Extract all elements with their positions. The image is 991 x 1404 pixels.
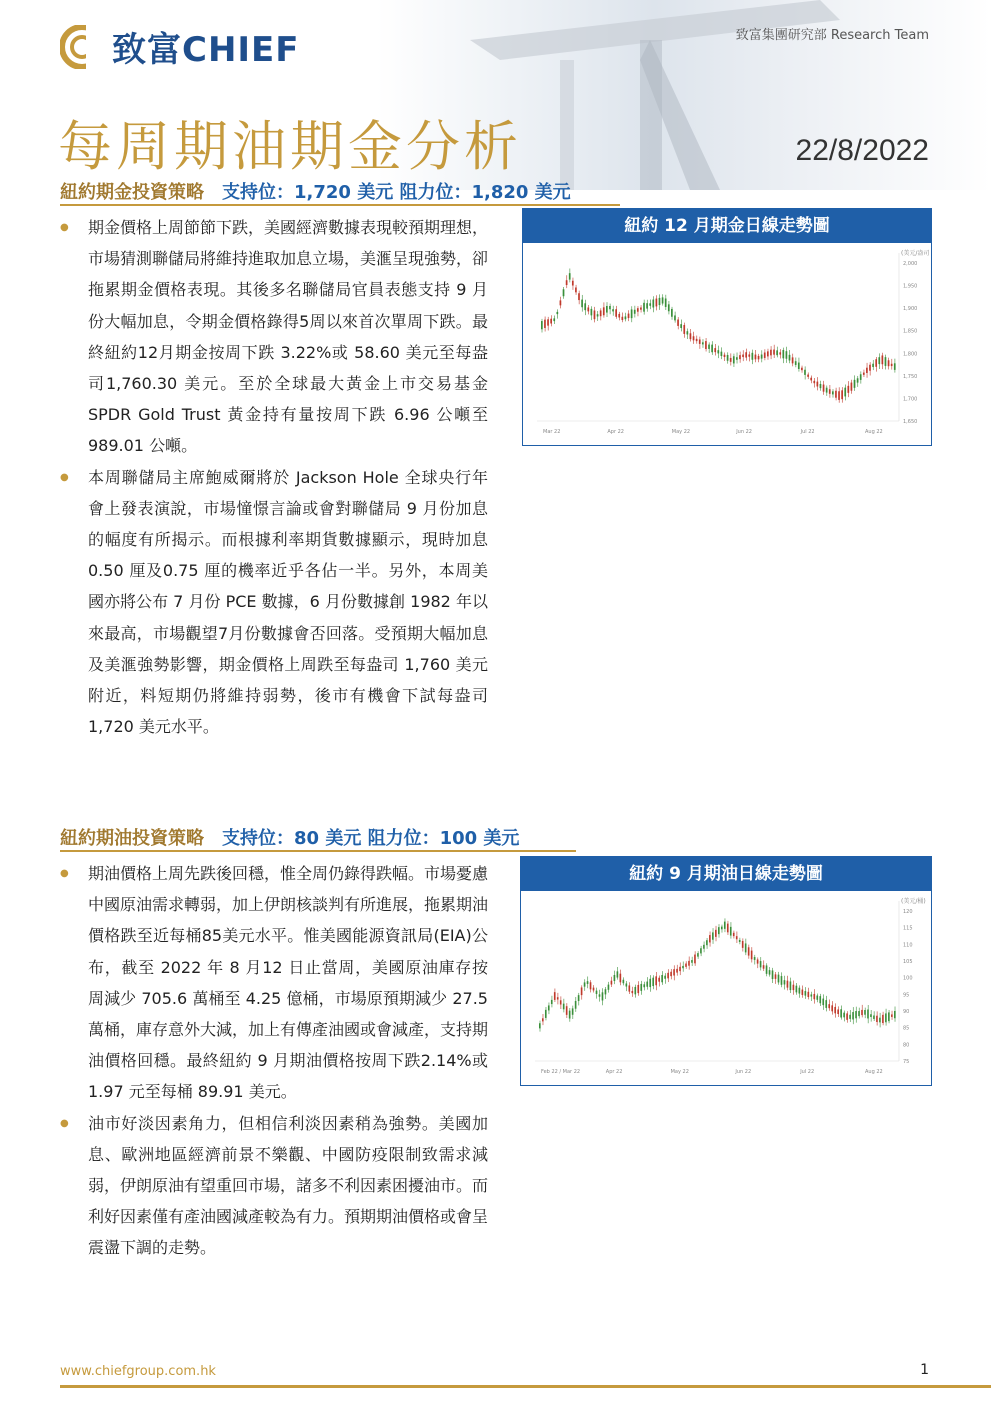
candle-body xyxy=(819,996,821,1003)
x-tick-label: May 22 xyxy=(671,429,691,435)
candle-body xyxy=(584,982,586,986)
candle-body xyxy=(608,985,610,990)
y-tick-label: 1,850 xyxy=(903,328,918,335)
candle-body xyxy=(640,984,642,991)
candle-body xyxy=(745,352,747,357)
candle-body xyxy=(547,319,549,325)
candle-body xyxy=(671,309,673,317)
candle-body xyxy=(804,370,806,375)
candle-body xyxy=(611,981,613,985)
gold-section-heading xyxy=(60,178,571,204)
candle-body xyxy=(831,1005,833,1011)
candle-body xyxy=(752,353,754,360)
candle-body xyxy=(664,976,666,979)
candle-body xyxy=(781,976,783,985)
oil-chart-title: 紐約 9 月期油日線走勢圖 xyxy=(521,857,931,891)
candle-body xyxy=(637,985,639,993)
candle-body xyxy=(637,308,639,312)
candle-body xyxy=(739,940,741,942)
candle-body xyxy=(835,391,837,398)
y-tick-label: 75 xyxy=(903,1059,910,1065)
candle-body xyxy=(843,1013,845,1018)
candle-body xyxy=(706,940,708,945)
candle-body xyxy=(802,990,804,995)
x-tick-label: Feb 22 / Mar 22 xyxy=(541,1069,581,1075)
gold-section-category: 紐約期金投資策略 xyxy=(60,182,204,203)
candle-body xyxy=(659,298,661,305)
candle-body xyxy=(699,339,701,343)
candle-body xyxy=(885,357,887,366)
gold-bullet-list xyxy=(60,212,488,742)
candle-body xyxy=(844,388,846,397)
candle-body xyxy=(620,974,622,983)
candle-body xyxy=(745,943,747,952)
candle-body xyxy=(825,1000,827,1008)
candle-body xyxy=(767,351,769,356)
candle-body xyxy=(685,964,687,967)
candle-body xyxy=(787,981,789,988)
candle-body xyxy=(861,1010,863,1015)
candle-body xyxy=(563,1004,565,1010)
candle-body xyxy=(668,304,670,311)
x-tick-label: Jun 22 xyxy=(735,1069,752,1075)
candle-body xyxy=(770,350,772,356)
candle-body xyxy=(649,303,651,305)
candle-body xyxy=(682,966,684,968)
candle-body xyxy=(721,352,723,356)
candle-body xyxy=(857,378,859,382)
brand-logo xyxy=(60,22,300,71)
candle-body xyxy=(817,382,819,387)
candle-body xyxy=(694,955,696,964)
candle-body xyxy=(606,306,608,313)
y-tick-label: 2,000 xyxy=(903,261,918,267)
candle-body xyxy=(673,969,675,975)
candle-body xyxy=(629,985,631,991)
candle-body xyxy=(703,945,705,949)
candle-body xyxy=(878,357,880,364)
candle-body xyxy=(810,378,812,381)
candle-body xyxy=(813,381,815,383)
oil-section-rule xyxy=(60,850,576,852)
candle-body xyxy=(572,281,574,286)
candle-body xyxy=(790,981,792,990)
candle-body xyxy=(798,363,800,369)
candle-body xyxy=(640,307,642,309)
candle-body xyxy=(661,975,663,982)
candle-body xyxy=(643,303,645,312)
candle-body xyxy=(712,932,714,939)
gold-bullet-2: ● 本周聯儲局主席鮑威爾將於 Jackson Hole 全球央行年會上發表演說，市場憧憬言論或會對聯儲局 9 月份加息的幅度有所揭示。而根據利率期貨數據顯示，現時加息 0.50 厘及0.75 厘的機率近乎各佔一半。另外，本周美國亦將公布 7 月份 PCE 數據，6 月份數據創 1982 年以來最高，市場觀望7月份數據會否回落。受預期大幅加息及美滙強勢影響，期金價格上周跌至每盎司 1,760 美元附近，料短期仍將維持弱勢，後市有機會下試每盎司 1,720 美元水平。 xyxy=(60,462,488,743)
candle-body xyxy=(591,309,593,315)
candle-body xyxy=(609,306,611,309)
candle-body xyxy=(602,992,604,1000)
candle-body xyxy=(727,355,729,361)
candle-body xyxy=(828,1004,830,1008)
candle-body xyxy=(851,383,853,391)
candle-body xyxy=(805,991,807,996)
candle-body xyxy=(808,992,810,997)
candle-body xyxy=(656,299,658,307)
candle-body xyxy=(727,924,729,933)
candle-body xyxy=(789,355,791,361)
candle-body xyxy=(858,1011,860,1016)
candle-body xyxy=(748,354,750,356)
x-tick-label: Apr 22 xyxy=(607,429,625,435)
candle-body xyxy=(539,1023,541,1028)
candle-body xyxy=(816,996,818,1000)
candle-body xyxy=(739,355,741,359)
brand-name: 致富CHIEF xyxy=(112,30,300,70)
oil-bullet-list xyxy=(60,858,488,1264)
candle-body xyxy=(724,355,726,357)
candle-body xyxy=(872,364,874,367)
gold-chart-title: 紐約 12 月期金日線走勢圖 xyxy=(523,209,931,243)
candle-body xyxy=(714,348,716,352)
candle-body xyxy=(891,1014,893,1017)
candle-body xyxy=(593,988,595,991)
candle-body xyxy=(643,984,645,987)
candle-body xyxy=(801,368,803,371)
gold-support-resistance: 支持位：1,720 美元 阻力位：1,820 美元 xyxy=(222,182,571,203)
candle-body xyxy=(631,309,633,318)
y-tick-label: 110 xyxy=(903,942,913,949)
candle-body xyxy=(751,951,753,960)
candle-body xyxy=(575,287,577,292)
candle-body xyxy=(793,985,795,990)
candle-body xyxy=(841,390,843,399)
candle-body xyxy=(693,336,695,340)
candle-body xyxy=(584,303,586,310)
page-number: 1 xyxy=(920,1362,929,1378)
candle-body xyxy=(810,994,812,996)
candle-body xyxy=(779,352,781,354)
candle-body xyxy=(700,948,702,953)
candle-body xyxy=(733,933,735,936)
candle-body xyxy=(852,1012,854,1019)
candle-body xyxy=(782,350,784,358)
page-title: 每周期油期金分析 xyxy=(58,115,522,178)
candle-body xyxy=(760,961,762,967)
x-tick-label: Aug 22 xyxy=(865,429,883,435)
candle-body xyxy=(742,355,744,358)
candle-body xyxy=(667,973,669,979)
candle-body xyxy=(888,1012,890,1021)
candle-body xyxy=(717,350,719,353)
gold-candlestick-chart xyxy=(523,243,929,443)
candle-body xyxy=(551,1000,553,1004)
candle-body xyxy=(879,1018,881,1023)
candle-body xyxy=(792,357,794,363)
candle-body xyxy=(863,373,865,375)
y-tick-label: 1,950 xyxy=(903,283,918,290)
candle-body xyxy=(875,359,877,367)
gold-section-rule xyxy=(60,204,620,206)
candle-body xyxy=(799,988,801,994)
research-team-label: 致富集團研究部 Research Team xyxy=(735,28,929,43)
candle-body xyxy=(769,970,771,974)
candle-body xyxy=(846,1013,848,1019)
candle-body xyxy=(834,1007,836,1013)
candle-body xyxy=(866,368,868,373)
candle-body xyxy=(754,957,756,960)
candle-body xyxy=(775,974,777,979)
oil-support-resistance: 支持位：80 美元 阻力位：100 美元 xyxy=(222,828,520,849)
candle-body xyxy=(544,320,546,328)
y-tick-label: 95 xyxy=(903,992,910,999)
candle-body xyxy=(795,361,797,365)
candle-body xyxy=(855,1011,857,1018)
candle-body xyxy=(721,927,723,930)
y-tick-label: 105 xyxy=(903,959,913,965)
oil-bullet-1: ● 期油價格上周先跌後回穩，惟全周仍錄得跌幅。市場憂慮中國原油需求轉弱，加上伊朗核談判有所進展，拖累期油價格跌至近每桶85美元水平。惟美國能源資訊局(EIA)公布，截至 2022 年 8 月12 日止當周，美國原油庫存按周減少 705.6 萬桶至 4.25 億桶，市場原預期減少 27.5 萬桶，庫存意外大減，加上有傳產油國或會減產，支持期油價格回穩。最終紐約 9 月期油價格按周下跌2.14%或 1.97 元至每桶 89.91 美元。 xyxy=(60,858,488,1108)
candle-body xyxy=(614,975,616,981)
candle-body xyxy=(676,969,678,973)
candle-body xyxy=(688,961,690,966)
candle-body xyxy=(696,339,698,341)
candle-body xyxy=(864,1010,866,1015)
candle-body xyxy=(662,297,664,303)
candle-body xyxy=(763,965,765,969)
candle-body xyxy=(820,384,822,388)
y-tick-label: 80 xyxy=(903,1042,910,1049)
oil-bullet-2: ● 油市好淡因素角力，但相信利淡因素稍為強勢。美國加息、歐洲地區經濟前景不樂觀、中國防疫限制致需求減弱，伊朗原油有望重回市場，諸多不利因素困擾油市。而利好因素僅有產油國減產較為有力。預期期油價格或會呈震盪下調的走勢。 xyxy=(60,1108,488,1264)
candle-body xyxy=(715,930,717,937)
candle-body xyxy=(822,999,824,1006)
candle-body xyxy=(773,350,775,355)
candle-body xyxy=(560,1000,562,1004)
candle-body xyxy=(724,922,726,929)
candle-body xyxy=(742,941,744,948)
candle-body xyxy=(581,987,583,995)
candle-body xyxy=(873,1016,875,1019)
candle-body xyxy=(556,312,558,314)
candle-body xyxy=(623,980,625,983)
candle-body xyxy=(849,1015,851,1019)
gold-chart xyxy=(522,208,932,446)
candle-body xyxy=(894,1011,896,1018)
chart-unit-label: (美元/盎司) xyxy=(901,250,929,257)
candle-body xyxy=(876,1016,878,1022)
candle-body xyxy=(730,358,732,362)
candle-body xyxy=(711,345,713,353)
y-tick-label: 90 xyxy=(903,1009,910,1015)
candle-body xyxy=(838,391,840,400)
candle-body xyxy=(566,280,568,285)
candle-body xyxy=(634,987,636,994)
candle-body xyxy=(553,318,555,321)
candle-body xyxy=(566,1006,568,1015)
candle-body xyxy=(550,319,552,324)
candle-body xyxy=(545,1010,547,1018)
y-tick-label: 1,750 xyxy=(903,373,918,380)
candle-body xyxy=(888,360,890,366)
oil-chart xyxy=(520,856,932,1086)
candle-body xyxy=(705,341,707,349)
candle-body xyxy=(882,1015,884,1023)
candle-body xyxy=(600,310,602,316)
x-tick-label: Apr 22 xyxy=(605,1069,623,1075)
x-tick-label: Mar 22 xyxy=(543,429,561,435)
candle-body xyxy=(702,342,704,344)
candle-body xyxy=(569,1011,571,1019)
candle-body xyxy=(594,310,596,319)
candle-body xyxy=(885,1013,887,1022)
candle-body xyxy=(829,389,831,394)
candle-body xyxy=(628,314,630,318)
candle-body xyxy=(869,365,871,371)
chief-logo-icon xyxy=(60,25,104,69)
footer-rule xyxy=(60,1385,991,1388)
candle-body xyxy=(578,293,580,300)
candle-body xyxy=(548,1005,550,1010)
candle-body xyxy=(854,380,856,388)
candle-body xyxy=(826,388,828,393)
candle-body xyxy=(612,309,614,311)
candle-body xyxy=(652,300,654,308)
candle-body xyxy=(882,355,884,364)
candle-body xyxy=(665,298,667,306)
candle-body xyxy=(772,970,774,979)
candle-body xyxy=(599,994,601,996)
candle-body xyxy=(823,385,825,392)
candle-body xyxy=(758,356,760,359)
x-tick-label: Jul 22 xyxy=(800,1069,815,1075)
candle-body xyxy=(690,333,692,339)
candle-body xyxy=(709,935,711,942)
candle-body xyxy=(697,953,699,956)
y-tick-label: 1,650 xyxy=(903,419,918,425)
candle-body xyxy=(649,979,651,987)
candle-body xyxy=(679,967,681,971)
candle-body xyxy=(786,351,788,359)
candle-body xyxy=(708,345,710,349)
candle-body xyxy=(618,314,620,318)
y-tick-label: 100 xyxy=(903,975,913,982)
candle-body xyxy=(652,978,654,986)
candle-body xyxy=(557,997,559,999)
candle-body xyxy=(837,1009,839,1014)
candle-body xyxy=(847,386,849,393)
y-tick-label: 1,900 xyxy=(903,306,918,313)
x-tick-label: Jun 22 xyxy=(736,429,752,435)
candle-body xyxy=(605,989,607,994)
candle-body xyxy=(617,971,619,977)
gold-bullet-1: ● 期金價格上周節節下跌，美國經濟數據表現較預期理想，市場猜測聯儲局將維持進取加息立場，美滙呈現強勢，卻拖累期金價格表現。其後多名聯儲局官員表態支持 9 月份大幅加息，令期金價格錄得5周以來首次單周下跌。最終紐約12月期金按周下跌 3.22%或 58.60 美元至每盎司1,760.30 美元。至於全球最大黃金上市交易基金SPDR Gold Trust 黃金持有量按周下跌 6.96 公噸至 989.01 公噸。 xyxy=(60,212,488,462)
report-date: 22/8/2022 xyxy=(795,134,929,167)
candle-body xyxy=(733,356,735,363)
candle-body xyxy=(541,321,543,329)
candle-body xyxy=(677,320,679,326)
oil-section-category: 紐約期油投資策略 xyxy=(60,828,204,849)
y-tick-label: 120 xyxy=(903,909,913,915)
candle-body xyxy=(778,975,780,983)
candle-body xyxy=(634,310,636,314)
candle-body xyxy=(680,324,682,328)
candle-body xyxy=(730,927,732,936)
candle-body xyxy=(755,355,757,360)
candle-body xyxy=(813,994,815,999)
candle-body xyxy=(784,980,786,984)
candle-body xyxy=(683,325,685,334)
y-tick-label: 1,700 xyxy=(903,396,918,403)
candle-body xyxy=(542,1018,544,1021)
y-tick-label: 1,800 xyxy=(903,351,918,358)
candle-body xyxy=(655,976,657,985)
candle-body xyxy=(587,981,589,984)
y-tick-label: 85 xyxy=(903,1025,910,1032)
candle-body xyxy=(736,936,738,939)
candle-body xyxy=(691,960,693,963)
candle-body xyxy=(894,363,896,370)
candle-body xyxy=(587,307,589,311)
oil-section-heading xyxy=(60,824,519,850)
candle-body xyxy=(686,331,688,334)
x-tick-label: Jul 22 xyxy=(800,429,815,435)
candle-body xyxy=(578,995,580,1001)
oil-candlestick-chart xyxy=(521,891,929,1083)
candle-body xyxy=(575,1001,577,1009)
candle-body xyxy=(603,307,605,315)
candle-body xyxy=(560,300,562,305)
candle-body xyxy=(590,982,592,989)
footer-url[interactable]: www.chiefgroup.com.hk xyxy=(60,1364,216,1379)
candle-body xyxy=(563,289,565,296)
candle-body xyxy=(631,991,633,993)
candle-body xyxy=(718,927,720,934)
candle-body xyxy=(621,317,623,320)
candle-body xyxy=(625,316,627,319)
candle-body xyxy=(796,986,798,993)
candle-body xyxy=(748,947,750,955)
candle-body xyxy=(554,992,556,1000)
x-tick-label: Aug 22 xyxy=(865,1069,883,1075)
candle-body xyxy=(764,353,766,358)
candle-body xyxy=(757,959,759,963)
candle-body xyxy=(867,1010,869,1019)
candle-body xyxy=(840,1009,842,1017)
candle-body xyxy=(860,374,862,380)
candle-body xyxy=(581,300,583,308)
candle-body xyxy=(646,982,648,987)
candle-body xyxy=(626,983,628,986)
candle-body xyxy=(891,364,893,366)
candle-body xyxy=(674,315,676,320)
candle-body xyxy=(761,355,763,359)
candle-body xyxy=(596,991,598,994)
chart-unit-label: (美元/桶) xyxy=(901,898,926,905)
candle-body xyxy=(615,309,617,317)
candle-body xyxy=(658,978,660,982)
candle-body xyxy=(736,357,738,360)
candle-body xyxy=(766,965,768,973)
candle-body xyxy=(670,972,672,976)
candle-body xyxy=(870,1014,872,1017)
candle-body xyxy=(572,1008,574,1014)
candle-body xyxy=(776,350,778,355)
candle-body xyxy=(807,375,809,377)
candle-body xyxy=(832,391,834,394)
x-tick-label: May 22 xyxy=(670,1069,689,1075)
y-tick-label: 115 xyxy=(903,925,913,932)
candle-body xyxy=(646,303,648,308)
candle-body xyxy=(569,273,571,279)
candle-body xyxy=(597,314,599,316)
